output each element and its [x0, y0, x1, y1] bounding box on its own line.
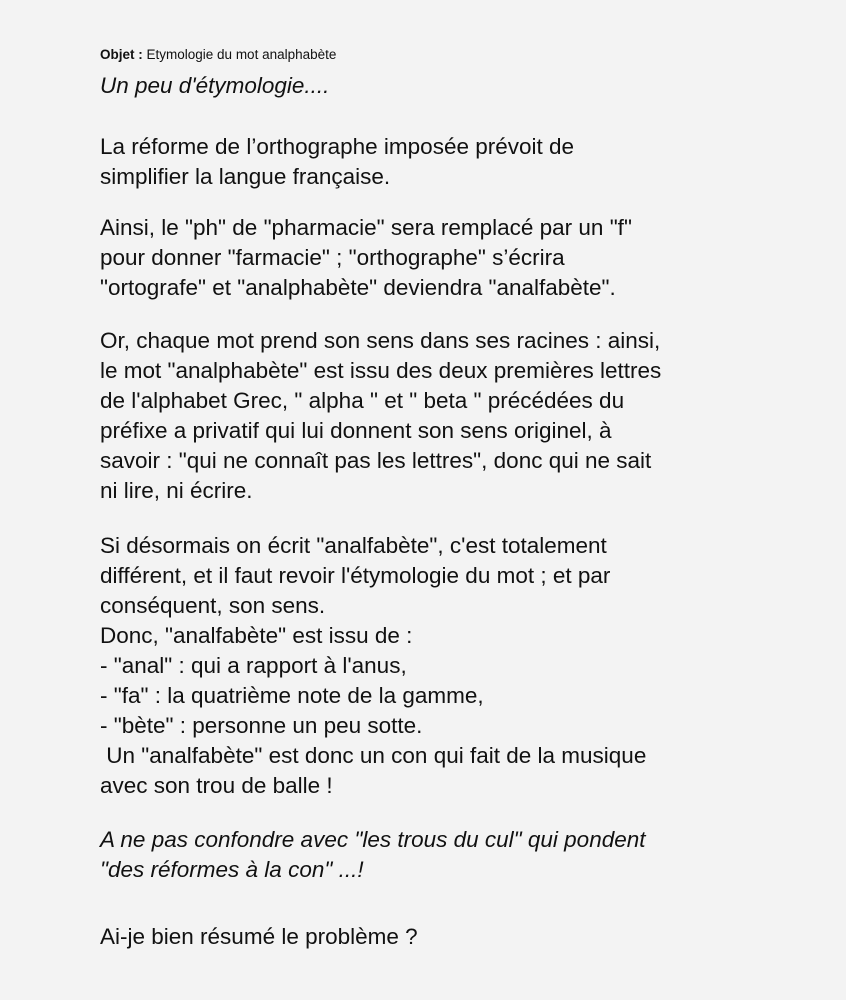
- p3-line-5: savoir : "qui ne connaît pas les lettres", donc qui ne sait: [100, 448, 652, 473]
- subject-label: Objet :: [100, 47, 143, 62]
- closing-question: Ai-je bien résumé le problème ?: [100, 924, 418, 949]
- p5-line-1: A ne pas confondre avec "les trous du cul" qui pondent: [100, 827, 646, 852]
- p3-line-2: le mot "analphabète" est issu des deux premières lettres: [100, 358, 662, 383]
- heading: Un peu d'étymologie....: [100, 73, 330, 98]
- p3-line-1: Or, chaque mot prend son sens dans ses racines : ainsi,: [100, 328, 661, 353]
- p4-line-9: avec son trou de balle !: [100, 773, 333, 798]
- p3-line-3: de l'alphabet Grec, " alpha " et " beta " précédées du: [100, 388, 625, 413]
- p4-line-8: Un "analfabète" est donc un con qui fait de la musique: [100, 743, 647, 768]
- subject-text: Etymologie du mot analphabète: [146, 47, 337, 62]
- p2-line-2: pour donner "farmacie" ; "orthographe" s’écrira: [100, 245, 565, 270]
- p1-line-2: simplifier la langue française.: [100, 164, 391, 189]
- p4-line-5: - "anal" : qui a rapport à l'anus,: [100, 653, 407, 678]
- p1-line-1: La réforme de l’orthographe imposée prévoit de: [100, 134, 575, 159]
- p4-line-2: différent, et il faut revoir l'étymologie du mot ; et par: [100, 563, 611, 588]
- p4-line-6: - "fa" : la quatrième note de la gamme,: [100, 683, 484, 708]
- p3-line-6: ni lire, ni écrire.: [100, 478, 253, 503]
- p4-line-4: Donc, "analfabète" est issu de :: [100, 623, 413, 648]
- p2-line-3: "ortografe" et "analphabète" deviendra "analfabète".: [100, 275, 616, 300]
- p4-line-7: - "bète" : personne un peu sotte.: [100, 713, 423, 738]
- p4-line-1: Si désormais on écrit "analfabète", c'est totalement: [100, 533, 607, 558]
- p4-line-3: conséquent, son sens.: [100, 593, 326, 618]
- p5-line-2: "des réformes à la con" ...!: [100, 857, 364, 882]
- subject-line: [100, 47, 336, 62]
- p3-line-4: préfixe a privatif qui lui donnent son sens originel, à: [100, 418, 612, 443]
- p2-line-1: Ainsi, le "ph" de "pharmacie" sera remplacé par un "f": [100, 215, 632, 240]
